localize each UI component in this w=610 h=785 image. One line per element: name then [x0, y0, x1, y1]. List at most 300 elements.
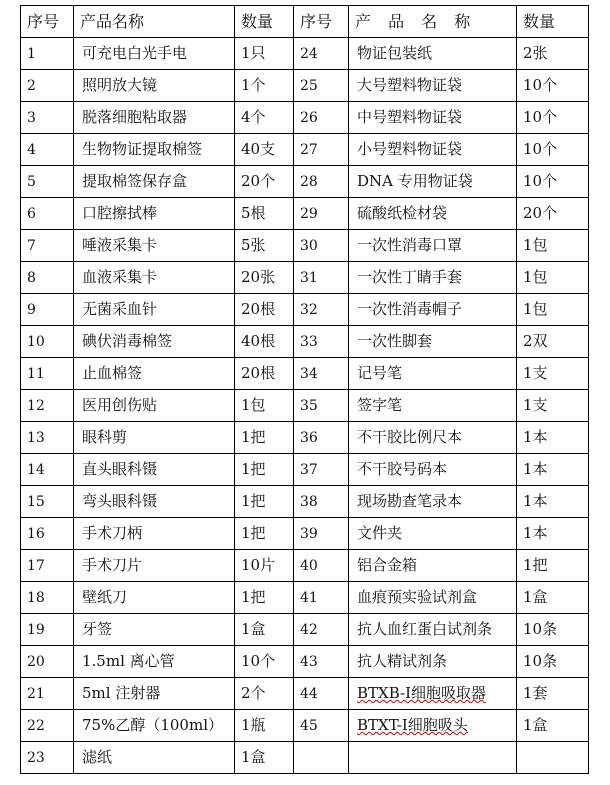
item-serial-right-text: 26 [300, 109, 318, 126]
item-name-left [74, 550, 235, 582]
table-row [21, 102, 589, 134]
item-name-left-text: 唾液采集卡 [82, 236, 158, 254]
item-name-left-text: 5ml 注射器 [82, 684, 161, 702]
item-name-left [74, 198, 235, 230]
item-name-left-text: 滤纸 [82, 748, 113, 766]
item-serial-left [21, 422, 74, 454]
item-name-right [349, 390, 517, 422]
table-row [21, 70, 589, 102]
item-name-left [74, 742, 235, 774]
item-name-left [74, 230, 235, 262]
item-quantity-left [235, 390, 294, 422]
item-serial-right-text: 40 [300, 557, 318, 574]
item-quantity-left [235, 70, 294, 102]
item-serial-left [21, 742, 74, 774]
item-quantity-right [517, 262, 589, 294]
item-serial-left-text: 13 [27, 429, 45, 446]
item-serial-right [294, 134, 349, 166]
item-quantity-right [517, 326, 589, 358]
item-serial-left [21, 326, 74, 358]
item-name-left [74, 454, 235, 486]
item-quantity-right-text: 20个 [523, 204, 558, 222]
item-serial-right [294, 358, 349, 390]
item-serial-left [21, 582, 74, 614]
item-quantity-right-text: 1本 [523, 524, 548, 542]
item-name-right-text: 硫酸纸检材袋 [357, 204, 448, 222]
item-quantity-right-text: 1把 [523, 556, 548, 574]
item-serial-right-text: 42 [300, 621, 318, 638]
item-quantity-right-text: 1本 [523, 460, 548, 478]
item-name-right [349, 38, 517, 70]
item-name-left [74, 390, 235, 422]
item-serial-right [294, 326, 349, 358]
item-name-left-text: 无菌采血针 [82, 300, 158, 318]
item-serial-left [21, 134, 74, 166]
item-name-left [74, 646, 235, 678]
item-quantity-left-text: 1把 [241, 428, 266, 446]
item-name-right [349, 518, 517, 550]
item-name-left [74, 678, 235, 710]
item-serial-left-text: 16 [27, 525, 45, 542]
item-name-left-text: 可充电白光手电 [82, 44, 188, 62]
item-name-left [74, 326, 235, 358]
item-serial-left-text: 1 [27, 45, 36, 62]
item-quantity-left-text: 1个 [241, 76, 266, 94]
item-quantity-right [517, 166, 589, 198]
item-name-left-text: 手术刀片 [82, 556, 143, 574]
table-row [21, 134, 589, 166]
item-quantity-right [517, 742, 589, 774]
item-name-right-text: 一次性脚套 [357, 332, 433, 350]
item-serial-left-text: 19 [27, 621, 45, 638]
item-name-right-text: 不干胶比例尺本 [357, 428, 463, 446]
item-serial-right [294, 70, 349, 102]
item-quantity-right [517, 390, 589, 422]
table-row [21, 486, 589, 518]
table-row [21, 518, 589, 550]
table-row [21, 358, 589, 390]
item-serial-right-text: 41 [300, 589, 318, 606]
item-name-right-text: 抗人精试剂条 [357, 652, 448, 670]
item-serial-right [294, 294, 349, 326]
item-name-left [74, 582, 235, 614]
item-name-right [349, 134, 517, 166]
item-quantity-left-text: 1把 [241, 524, 266, 542]
item-serial-left-text: 22 [27, 717, 45, 734]
table-row [21, 262, 589, 294]
item-quantity-left-text: 20根 [241, 300, 276, 318]
item-name-left-text: 照明放大镜 [82, 76, 158, 94]
item-serial-left [21, 70, 74, 102]
item-serial-right-text: 35 [300, 397, 318, 414]
item-serial-left-text: 10 [27, 333, 45, 350]
item-serial-right [294, 582, 349, 614]
item-name-left-text: 75%乙醇（100ml） [82, 716, 223, 734]
item-quantity-left-text: 1瓶 [241, 716, 266, 734]
item-quantity-left [235, 742, 294, 774]
item-name-right-text: 签字笔 [357, 396, 403, 414]
item-quantity-left [235, 550, 294, 582]
item-quantity-left [235, 198, 294, 230]
item-serial-right [294, 486, 349, 518]
item-name-left-text: 生物物证提取棉签 [82, 140, 203, 158]
item-quantity-left [235, 422, 294, 454]
item-quantity-left-text: 20张 [241, 268, 276, 286]
item-quantity-right-text: 10个 [523, 140, 558, 158]
table-row [21, 326, 589, 358]
item-quantity-right [517, 550, 589, 582]
item-serial-right [294, 422, 349, 454]
item-name-left [74, 262, 235, 294]
item-quantity-right-text: 1包 [523, 236, 548, 254]
item-name-right-text: 一次性消毒帽子 [357, 300, 463, 318]
table-row [21, 678, 589, 710]
item-quantity-left [235, 454, 294, 486]
item-name-right [349, 326, 517, 358]
header-serial-right: 序号 [294, 6, 349, 38]
item-quantity-right-text: 1包 [523, 300, 548, 318]
item-serial-left [21, 230, 74, 262]
header-quantity-right: 数量 [517, 6, 589, 38]
item-quantity-left-text: 10个 [241, 652, 276, 670]
item-serial-right [294, 454, 349, 486]
item-quantity-right [517, 70, 589, 102]
item-quantity-right-text: 10个 [523, 108, 558, 126]
item-quantity-left [235, 518, 294, 550]
item-name-right [349, 294, 517, 326]
item-serial-right-text: 32 [300, 301, 318, 318]
item-quantity-right [517, 518, 589, 550]
item-name-left [74, 614, 235, 646]
item-name-right [349, 70, 517, 102]
item-serial-left [21, 518, 74, 550]
item-name-right-text: 大号塑料物证袋 [357, 76, 463, 94]
item-serial-right-text: 34 [300, 365, 318, 382]
item-quantity-right [517, 294, 589, 326]
item-serial-right [294, 230, 349, 262]
item-quantity-right-text: 2张 [523, 44, 548, 62]
item-serial-left-text: 2 [27, 77, 36, 94]
item-quantity-left [235, 646, 294, 678]
item-serial-left-text: 8 [27, 269, 36, 286]
item-name-right [349, 646, 517, 678]
item-quantity-left [235, 486, 294, 518]
item-serial-left [21, 262, 74, 294]
item-quantity-right [517, 710, 589, 742]
item-quantity-left-text: 1盒 [241, 748, 266, 766]
item-quantity-right [517, 646, 589, 678]
item-serial-right [294, 518, 349, 550]
item-quantity-left-text: 10片 [241, 556, 276, 574]
item-quantity-left [235, 102, 294, 134]
item-serial-right-text: 31 [300, 269, 318, 286]
item-quantity-right-text: 1包 [523, 268, 548, 286]
item-serial-left [21, 390, 74, 422]
item-quantity-left [235, 38, 294, 70]
item-quantity-left [235, 614, 294, 646]
item-name-left [74, 70, 235, 102]
item-quantity-right [517, 230, 589, 262]
item-serial-left [21, 646, 74, 678]
item-name-right [349, 198, 517, 230]
item-name-right [349, 678, 517, 710]
item-name-right-text: BTXT-Ⅰ细胞吸头 [357, 716, 468, 734]
item-serial-right-text: 29 [300, 205, 318, 222]
table-row [21, 710, 589, 742]
item-quantity-left [235, 326, 294, 358]
table-row [21, 294, 589, 326]
item-serial-left [21, 198, 74, 230]
item-name-right-text: 小号塑料物证袋 [357, 140, 463, 158]
item-name-left [74, 710, 235, 742]
item-serial-left-text: 7 [27, 237, 36, 254]
item-quantity-right-text: 1支 [523, 364, 548, 382]
item-quantity-right-text: 10个 [523, 172, 558, 190]
item-serial-left-text: 12 [27, 397, 45, 414]
item-serial-right [294, 710, 349, 742]
item-name-right-text: 现场勘查笔录本 [357, 492, 463, 510]
header-product-name-left: 产品名称 [74, 6, 235, 38]
item-serial-left [21, 454, 74, 486]
item-quantity-right-text: 1盒 [523, 588, 548, 606]
item-quantity-left [235, 230, 294, 262]
item-name-right-text: DNA 专用物证袋 [357, 172, 473, 190]
item-name-right [349, 358, 517, 390]
item-quantity-left-text: 1盒 [241, 620, 266, 638]
item-name-left [74, 294, 235, 326]
item-quantity-left-text: 5根 [241, 204, 266, 222]
item-name-left-text: 碘伏消毒棉签 [82, 332, 173, 350]
item-name-right [349, 102, 517, 134]
item-serial-right [294, 614, 349, 646]
item-serial-right [294, 198, 349, 230]
table-row [21, 422, 589, 454]
item-name-left-text: 壁纸刀 [82, 588, 128, 606]
item-quantity-right-text: 1支 [523, 396, 548, 414]
item-name-left-text: 口腔擦拭棒 [82, 204, 158, 222]
item-name-left [74, 358, 235, 390]
table-row [21, 198, 589, 230]
table-row [21, 742, 589, 774]
item-quantity-left-text: 1包 [241, 396, 266, 414]
item-serial-left-text: 9 [27, 301, 36, 318]
item-serial-right-text: 45 [300, 717, 318, 734]
item-serial-right [294, 166, 349, 198]
item-serial-right-text: 38 [300, 493, 318, 510]
item-serial-right [294, 390, 349, 422]
item-serial-left-text: 6 [27, 205, 36, 222]
item-quantity-right-text: 1本 [523, 492, 548, 510]
item-serial-right-text: 44 [300, 685, 318, 702]
item-name-left-text: 弯头眼科镊 [82, 492, 158, 510]
item-name-left-text: 1.5ml 离心管 [82, 652, 175, 670]
item-serial-left-text: 3 [27, 109, 36, 126]
header-product-name-right: 产 品 名 称 [349, 6, 517, 38]
item-serial-right [294, 38, 349, 70]
item-name-right [349, 550, 517, 582]
item-serial-right-text: 37 [300, 461, 318, 478]
item-quantity-left-text: 20根 [241, 364, 276, 382]
table-body [21, 38, 589, 774]
item-serial-right-text: 27 [300, 141, 318, 158]
item-name-right [349, 230, 517, 262]
header-quantity-left: 数量 [235, 6, 294, 38]
item-name-left [74, 422, 235, 454]
item-quantity-left [235, 358, 294, 390]
item-quantity-left-text: 20个 [241, 172, 276, 190]
item-quantity-left [235, 294, 294, 326]
item-name-right-text: 文件夹 [357, 524, 403, 542]
item-serial-left [21, 486, 74, 518]
item-serial-right [294, 742, 349, 774]
item-quantity-right-text: 10条 [523, 620, 558, 638]
item-serial-right-text: 43 [300, 653, 318, 670]
item-quantity-right [517, 486, 589, 518]
item-serial-right-text: 24 [300, 45, 318, 62]
item-serial-right [294, 646, 349, 678]
item-quantity-right [517, 454, 589, 486]
item-name-right-text: 抗人血红蛋白试剂条 [357, 620, 493, 638]
item-serial-left-text: 18 [27, 589, 45, 606]
item-quantity-right [517, 614, 589, 646]
item-quantity-right-text: 1套 [523, 684, 548, 702]
item-name-left [74, 102, 235, 134]
item-name-right-text: 记号笔 [357, 364, 403, 382]
item-quantity-right [517, 422, 589, 454]
item-serial-left-text: 17 [27, 557, 45, 574]
item-name-left [74, 166, 235, 198]
header-serial-left: 序号 [21, 6, 74, 38]
item-quantity-right-text: 10个 [523, 76, 558, 94]
item-quantity-left-text: 5张 [241, 236, 266, 254]
item-name-right [349, 582, 517, 614]
item-name-right [349, 710, 517, 742]
item-quantity-left [235, 262, 294, 294]
item-quantity-left-text: 4个 [241, 108, 266, 126]
item-serial-right-text: 33 [300, 333, 318, 350]
item-serial-left-text: 14 [27, 461, 45, 478]
item-quantity-right [517, 678, 589, 710]
item-name-left-text: 牙签 [82, 620, 113, 638]
item-quantity-right [517, 38, 589, 70]
item-name-right [349, 262, 517, 294]
item-name-left-text: 脱落细胞粘取器 [82, 108, 188, 126]
table-row [21, 646, 589, 678]
item-serial-right [294, 102, 349, 134]
item-serial-right-text: 28 [300, 173, 318, 190]
item-quantity-right [517, 582, 589, 614]
item-serial-right-text: 25 [300, 77, 318, 94]
item-name-right [349, 486, 517, 518]
table-row [21, 454, 589, 486]
item-serial-right [294, 678, 349, 710]
table-row [21, 166, 589, 198]
item-quantity-left-text: 1把 [241, 460, 266, 478]
item-serial-left [21, 710, 74, 742]
item-quantity-left-text: 1把 [241, 492, 266, 510]
item-quantity-right [517, 198, 589, 230]
item-quantity-right-text: 1盒 [523, 716, 548, 734]
item-name-left [74, 518, 235, 550]
item-serial-left [21, 678, 74, 710]
item-quantity-left-text: 1只 [241, 44, 266, 62]
item-serial-right-text: 30 [300, 237, 318, 254]
item-serial-right-text: 39 [300, 525, 318, 542]
item-quantity-left [235, 134, 294, 166]
item-name-left-text: 眼科剪 [82, 428, 128, 446]
item-serial-left-text: 20 [27, 653, 45, 670]
item-name-right-text: 血痕预实验试剂盒 [357, 588, 478, 606]
item-name-left-text: 血液采集卡 [82, 268, 158, 286]
table-row [21, 390, 589, 422]
item-serial-left [21, 358, 74, 390]
item-name-right-text: 铝合金箱 [357, 556, 418, 574]
item-serial-left [21, 166, 74, 198]
item-name-right [349, 454, 517, 486]
item-quantity-left [235, 166, 294, 198]
item-name-left-text: 提取棉签保存盒 [82, 172, 188, 190]
equipment-list-table [20, 5, 589, 774]
item-serial-left-text: 15 [27, 493, 45, 510]
table-row [21, 582, 589, 614]
item-serial-left-text: 21 [27, 685, 45, 702]
item-name-left-text: 直头眼科镊 [82, 460, 158, 478]
item-serial-left [21, 614, 74, 646]
table-row [21, 614, 589, 646]
item-quantity-left [235, 582, 294, 614]
item-serial-left-text: 5 [27, 173, 36, 190]
item-name-right-text: 中号塑料物证袋 [357, 108, 463, 126]
item-name-right [349, 422, 517, 454]
item-name-left [74, 486, 235, 518]
header-row [21, 6, 589, 38]
item-name-right [349, 614, 517, 646]
item-name-right-text: 物证包装纸 [357, 44, 433, 62]
item-serial-left [21, 550, 74, 582]
item-quantity-left [235, 710, 294, 742]
item-name-right [349, 166, 517, 198]
item-quantity-left-text: 1把 [241, 588, 266, 606]
item-name-right-text: 一次性消毒口罩 [357, 236, 463, 254]
item-serial-left-text: 11 [27, 365, 45, 382]
item-serial-right [294, 550, 349, 582]
item-name-right-text: 一次性丁睛手套 [357, 268, 463, 286]
table-row [21, 230, 589, 262]
item-name-right [349, 742, 517, 774]
item-quantity-right [517, 358, 589, 390]
item-quantity-right [517, 102, 589, 134]
item-serial-left-text: 23 [27, 749, 45, 766]
item-quantity-left-text: 40根 [241, 332, 276, 350]
item-name-left [74, 38, 235, 70]
item-quantity-left-text: 2个 [241, 684, 266, 702]
item-quantity-right-text: 10条 [523, 652, 558, 670]
item-quantity-left-text: 40支 [241, 140, 276, 158]
item-name-left-text: 止血棉签 [82, 364, 143, 382]
item-serial-left [21, 294, 74, 326]
item-serial-right [294, 262, 349, 294]
item-name-right-text: 不干胶号码本 [357, 460, 448, 478]
item-name-right-text: BTXB-Ⅰ细胞吸取器 [357, 684, 487, 702]
item-name-left-text: 手术刀柄 [82, 524, 143, 542]
table-row [21, 550, 589, 582]
item-serial-left [21, 38, 74, 70]
item-serial-right-text: 36 [300, 429, 318, 446]
item-name-left-text: 医用创伤贴 [82, 396, 158, 414]
item-quantity-right [517, 134, 589, 166]
item-quantity-left [235, 678, 294, 710]
item-quantity-right-text: 2双 [523, 332, 548, 350]
